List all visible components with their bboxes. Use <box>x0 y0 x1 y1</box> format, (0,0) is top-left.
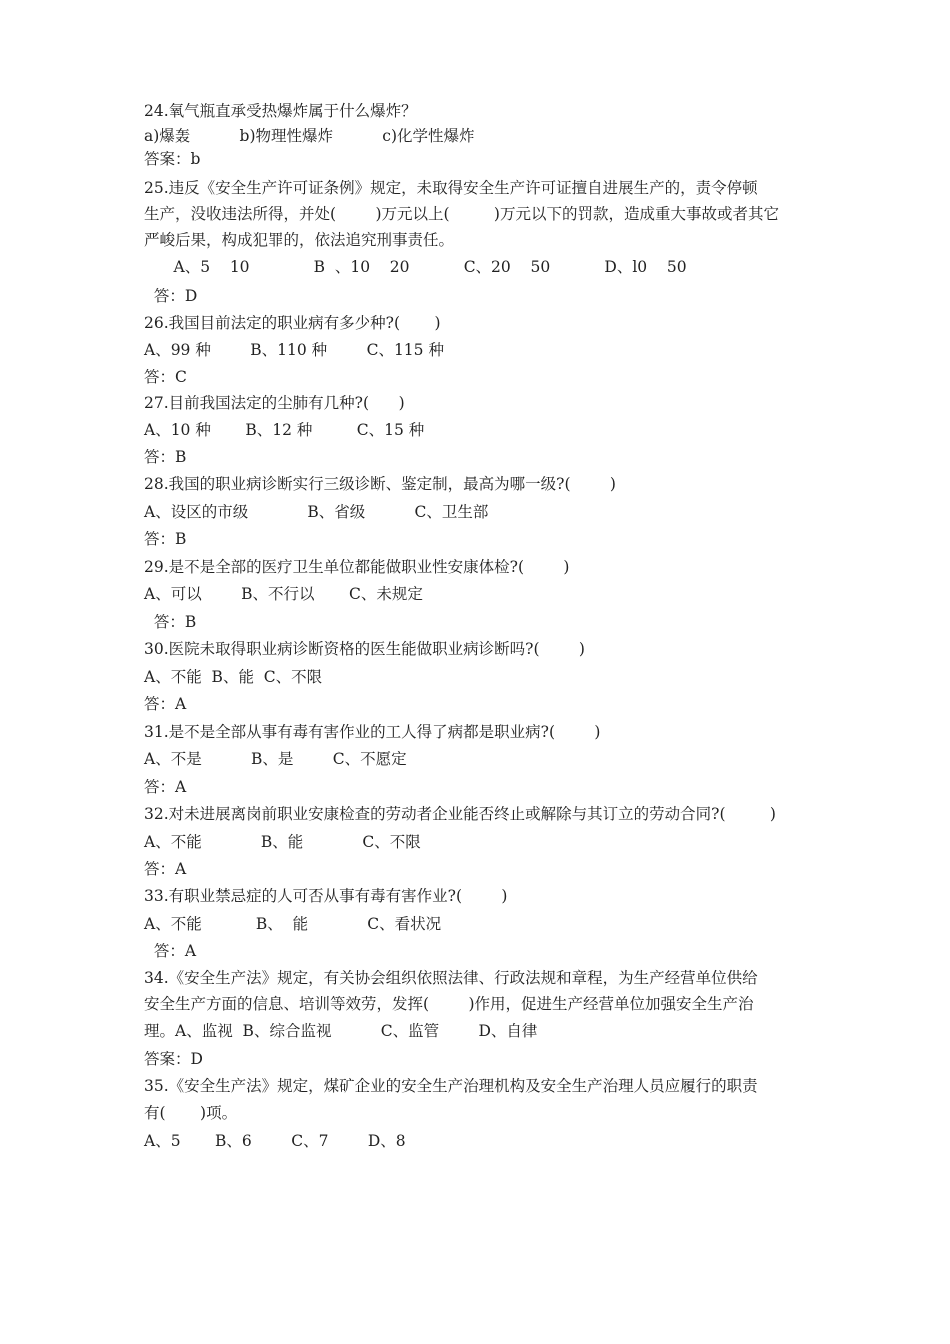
question-34-line-1: 34.《安全生产法》规定，有关协会组织依照法律、行政法规和章程，为生产经营单位供给 <box>144 969 758 987</box>
question-35-line-1: 35.《安全生产法》规定，煤矿企业的安全生产治理机构及安全生产治理人员应履行的职责 <box>144 1077 758 1095</box>
question-25-line-1: 25.违反《安全生产许可证条例》规定，未取得安全生产许可证擅自进展生产的，责令停顿 <box>144 179 758 197</box>
answer-31: 答：A <box>144 778 187 796</box>
answer-28: 答：B <box>144 530 187 548</box>
answer-24: 答案：b <box>144 150 201 168</box>
options-31: A、不是 B、是 C、不愿定 <box>144 750 407 768</box>
options-35: A、5 B、6 C、7 D、8 <box>144 1132 406 1150</box>
answer-29: 答：B <box>144 613 197 631</box>
options-33: A、不能 B、 能 C、看状况 <box>144 915 442 933</box>
question-27: 27.目前我国法定的尘肺有几种?( ) <box>144 394 405 412</box>
answer-34: 答案：D <box>144 1050 203 1068</box>
question-28: 28.我国的职业病诊断实行三级诊断、鉴定制，最高为哪一级?( ) <box>144 475 616 493</box>
answer-26: 答：C <box>144 368 187 386</box>
question-30: 30.医院未取得职业病诊断资格的医生能做职业病诊断吗?( ) <box>144 640 585 658</box>
question-32: 32.对未进展离岗前职业安康检查的劳动者企业能否终止或解除与其订立的劳动合同?( ) <box>144 805 776 823</box>
question-34-line-2: 安全生产方面的信息、培训等效劳，发挥( )作用，促进生产经营单位加强安全生产治 <box>144 995 754 1013</box>
answer-33: 答：A <box>144 942 197 960</box>
question-31: 31.是不是全部从事有毒有害作业的工人得了病都是职业病?( ) <box>144 723 601 741</box>
answer-25: 答：D <box>144 287 198 305</box>
question-26: 26.我国目前法定的职业病有多少种?( ) <box>144 314 441 332</box>
options-32: A、不能 B、能 C、不限 <box>144 833 421 851</box>
question-34-line-3: 理。A、监视 B、综合监视 C、监管 D、自律 <box>144 1022 538 1040</box>
options-27: A、10 种 B、12 种 C、15 种 <box>144 421 425 439</box>
answer-32: 答：A <box>144 860 187 878</box>
question-24: 24.氧气瓶直承受热爆炸属于什么爆炸？ <box>144 102 417 120</box>
question-25-line-2: 生产，没收违法所得，并处( )万元以上( )万元以下的罚款，造成重大事故或者其它 <box>144 205 779 223</box>
options-24: a)爆轰 b)物理性爆炸 c)化学性爆炸 <box>144 127 475 145</box>
answer-27: 答：B <box>144 448 187 466</box>
question-25-line-3: 严峻后果，构成犯罪的，依法追究刑事责任。 <box>144 231 455 249</box>
question-33: 33.有职业禁忌症的人可否从事有毒有害作业?( ) <box>144 887 508 905</box>
options-30: A、不能 B、能 C、不限 <box>144 668 323 686</box>
options-25: A、5 10 B 、10 20 C、20 50 D、l0 50 <box>144 258 687 276</box>
question-29: 29.是不是全部的医疗卫生单位都能做职业性安康体检?( ) <box>144 558 570 576</box>
options-28: A、设区的市级 B、省级 C、卫生部 <box>144 503 489 521</box>
options-26: A、99 种 B、110 种 C、115 种 <box>144 341 444 359</box>
question-35-line-2: 有( )项。 <box>144 1104 238 1122</box>
answer-30: 答：A <box>144 695 187 713</box>
options-29: A、可以 B、不行以 C、未规定 <box>144 585 423 603</box>
